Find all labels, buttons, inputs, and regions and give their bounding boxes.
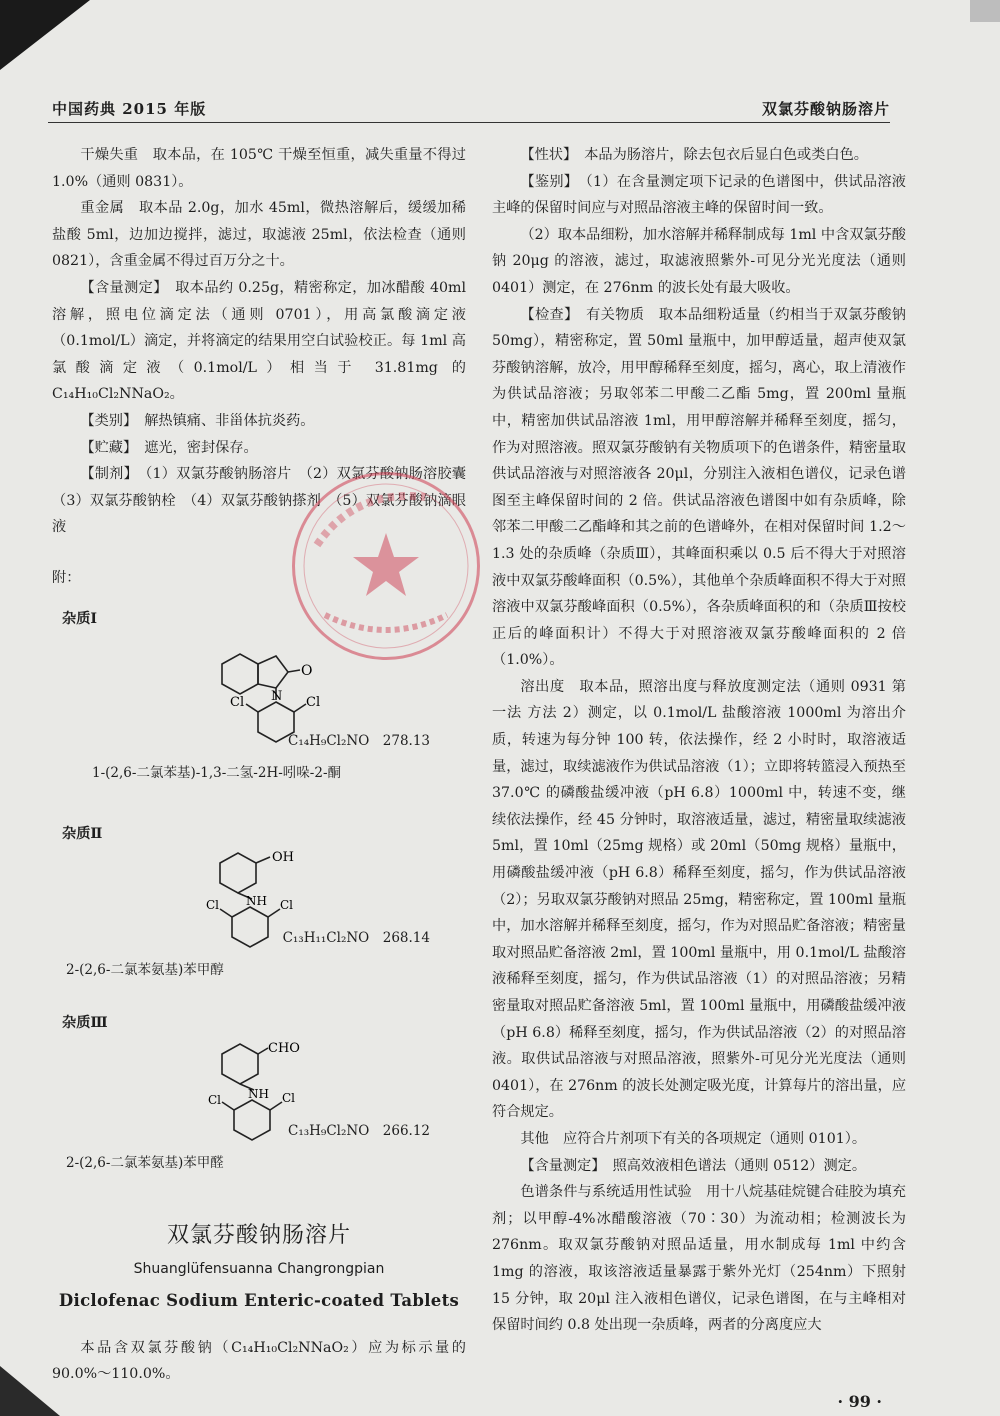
paragraph-preparations: 【制剂】 （1）双氯芬酸钠肠溶片 （2）双氯芬酸钠肠溶胶囊 （3）双氯芬酸钠栓 （4）双氯芬酸钠搽剂 （5）双氯芬酸钠滴眼液	[52, 466, 481, 536]
paragraph-content-limit: 本品含双氯芬酸钠（C₁₄H₁₀Cl₂NNaO₂）应为标示量的 90.0%～110.0%。	[52, 1339, 466, 1383]
atom-label: CHO	[268, 1041, 300, 1057]
header-monograph-title: 双氯芬酸钠肠溶片	[761, 100, 890, 118]
seal-star-icon	[295, 475, 477, 657]
paragraph-assay: 【含量测定】 取本品约 0.25g，精密称定，加冰醋酸 40ml 溶解，照电位滴定法（通则 0701），用高氯酸滴定液（0.1mol/L）滴定，并将滴定的结果用空白试验校正。每 1ml 高氯酸滴定液（0.1mol/L）相当于 31.81mg 的 C₁₄H₁₀Cl₂NNaO₂。	[52, 279, 466, 403]
paragraph-category: 【类别】 解热镇痛、非甾体抗炎药。	[80, 412, 315, 429]
monograph-title: 双氯芬酸钠肠溶片	[166, 1223, 351, 1249]
impurity-label: 杂质Ⅱ	[62, 825, 103, 842]
atom-label: OH	[272, 851, 294, 866]
scan-corner-shadow	[0, 1366, 60, 1416]
paragraph-identification-1: 【鉴别】 （1）在含量测定项下记录的色谱图中，供试品溶液主峰的保留时间应与对照品溶液主峰的保留时间一致。	[492, 173, 906, 217]
paragraph-identification-2: （2）取本品细粉，加水溶解并稀释制成每 1ml 中含双氯芬酸钠 20μg 的溶液，滤过，取滤液照紫外-可见分光光度法（通则 0401）测定，在 276nm 的波长处有最大吸收。	[492, 226, 906, 296]
paragraph-chromatographic-conditions: 色谱条件与系统适用性试验 用十八烷基硅烷键合硅胶为填充剂；以甲醇-4%冰醋酸溶液（70∶30）为流动相；检测波长为 276nm。取双氯芬酸钠对照品适量，用水制成每 1ml 中约含 1mg 的溶液，取该溶液适量暴露于紫外光灯（254nm）下照射 15 分钟，取 20μl 注入液相色谱仪，记录色谱图，在与主峰相对保留时间约 0.8 处出现一杂质峰，两者的分离度应大	[492, 1184, 906, 1334]
atom-label: Cl	[208, 1093, 222, 1108]
paragraph-related-substances: 【检查】 有关物质 取本品细粉适量（约相当于双氯芬酸钠 50mg），精密称定，置 50ml 量瓶中，加甲醇适量，超声使双氯芬酸钠溶解，放冷，用甲醇稀释至刻度，摇匀，离心，取上清液作为供试品溶液；另取邻苯二甲酸二乙酯 5mg，置 200ml 量瓶中，精密加供试品溶液 1ml，用甲醇溶解并稀释至刻度，摇匀，作为对照溶液。照双氯芬酸钠有关物质项下的色谱条件，精密量取供试品溶液与对照溶液各 20μl，分别注入液相色谱仪，记录色谱图至主峰保留时间的 2 倍。供试品溶液色谱图中如有杂质峰，除邻苯二甲酸二乙酯峰和其之前的色谱峰外，在相对保留时间 1.2～1.3 处的杂质峰（杂质Ⅲ），其峰面积乘以 0.5 后不得大于对照溶液中双氯芬酸峰面积（0.5%），其他单个杂质峰面积不得大于对照溶液中双氯芬酸峰面积（0.5%），各杂质峰面积的和（杂质Ⅲ按校正后的峰面积计）不得大于对照溶液双氯芬酸峰面积的 2 倍（1.0%）。	[492, 306, 906, 669]
atom-label: Cl	[206, 898, 220, 913]
impurity-label: 杂质Ⅰ	[62, 610, 98, 627]
molecular-formula: C₁₄H₉Cl₂NO 278.13	[287, 732, 430, 749]
paragraph-description: 【性状】 本品为肠溶片，除去包衣后显白色或类白色。	[520, 147, 868, 163]
atom-label: Cl	[280, 898, 294, 913]
paragraph-storage: 【贮藏】 遮光，密封保存。	[80, 439, 258, 456]
paragraph-assay-hplc: 【含量测定】 照高效液相色谱法（通则 0512）测定。	[520, 1157, 867, 1174]
left-column	[52, 142, 481, 1388]
atom-label: Cl	[282, 1091, 296, 1106]
company-seal-stamp	[292, 472, 480, 660]
structure-impurity-3	[52, 1040, 452, 1144]
impurity-chemical-name: 1-(2,6-二氯苯基)-1,3-二氢-2H-吲哚-2-酮	[92, 765, 342, 782]
impurity-label: 杂质Ⅲ	[62, 1014, 108, 1031]
header-book-title: 中国药典 2015 年版	[52, 100, 207, 118]
impurity-chemical-name: 2-(2,6-二氯苯氨基)苯甲醛	[66, 1155, 224, 1172]
appendix-label: 附：	[52, 569, 81, 586]
impurity-chemical-name: 2-(2,6-二氯苯氨基)苯甲醇	[66, 962, 224, 979]
monograph-english-title: Diclofenac Sodium Enteric-coated Tablets	[58, 1291, 460, 1311]
page-number: · 99 ·	[837, 1392, 882, 1411]
atom-label: O	[301, 663, 313, 680]
paragraph-loss-on-drying: 干燥失重 取本品，在 105℃ 干燥至恒重，减失重量不得过 1.0%（通则 0831）。	[52, 147, 466, 190]
atom-label: Cl	[230, 695, 245, 711]
atom-label: NH	[248, 1087, 269, 1102]
structure-impurity-2	[52, 851, 452, 951]
atom-label: N	[271, 689, 283, 705]
molecular-formula: C₁₃H₁₁Cl₂NO 268.14	[282, 929, 430, 946]
scan-corner-shadow	[0, 0, 90, 70]
paragraph-heavy-metals: 重金属 取本品 2.0g，加水 45ml，微热溶解后，缓缓加稀盐酸 5ml，边加边搅拌，滤过，取滤液 25ml，依法检查（通则 0821），含重金属不得过百万分之十。	[52, 200, 466, 270]
monograph-pinyin: Shuanglüfensuanna Changrongpian	[133, 1260, 385, 1277]
molecular-formula: C₁₃H₉Cl₂NO 266.12	[287, 1122, 430, 1139]
right-column	[492, 142, 906, 1339]
paragraph-dissolution: 溶出度 取本品，照溶出度与释放度测定法（通则 0931 第一法 方法 2）测定，以 0.1mol/L 盐酸溶液 1000ml 为溶出介质，转速为每分钟 100 转，依法操作，经 2 小时时，取溶液适量，滤过，取续滤液作为供试品溶液（1）；立即将转篮浸入预热至 37.0℃ 的磷酸盐缓冲液（pH 6.8）1000ml 中，转速不变，继续依法操作，经 45 分钟时，取溶液适量，滤过，精密量取续滤液 5ml，置 10ml（25mg 规格）或 20ml（50mg 规格）量瓶中，用磷酸盐缓冲液（pH 6.8）稀释至刻度，摇匀，作为供试品溶液（2）；另取双氯芬酸钠对照品 25mg，精密称定，置 100ml 量瓶中，加水溶解并稀释至刻度，摇匀，作为对照品贮备溶液；精密量取对照品贮备溶液 2ml，置 100ml 量瓶中，用 0.1mol/L 盐酸溶液稀释至刻度，摇匀，作为供试品溶液（1）的对照品溶液；另精密量取对照品贮备溶液 5ml，置 100ml 量瓶中，用磷酸盐缓冲液（pH 6.8）稀释至刻度，摇匀，作为供试品溶液（2）的对照品溶液。取供试品溶液与对照品溶液，照紫外-可见分光光度法（通则 0401），在 276nm 的波长处测定吸光度，计算每片的溶出量，应符合规定。	[492, 678, 907, 1121]
atom-label: Cl	[306, 695, 321, 711]
running-header	[48, 92, 890, 123]
scan-corner-shadow	[970, 0, 1000, 22]
paragraph-other: 其他 应符合片剂项下有关的各项规定（通则 0101）。	[520, 1130, 867, 1147]
atom-label: NH	[246, 894, 267, 909]
